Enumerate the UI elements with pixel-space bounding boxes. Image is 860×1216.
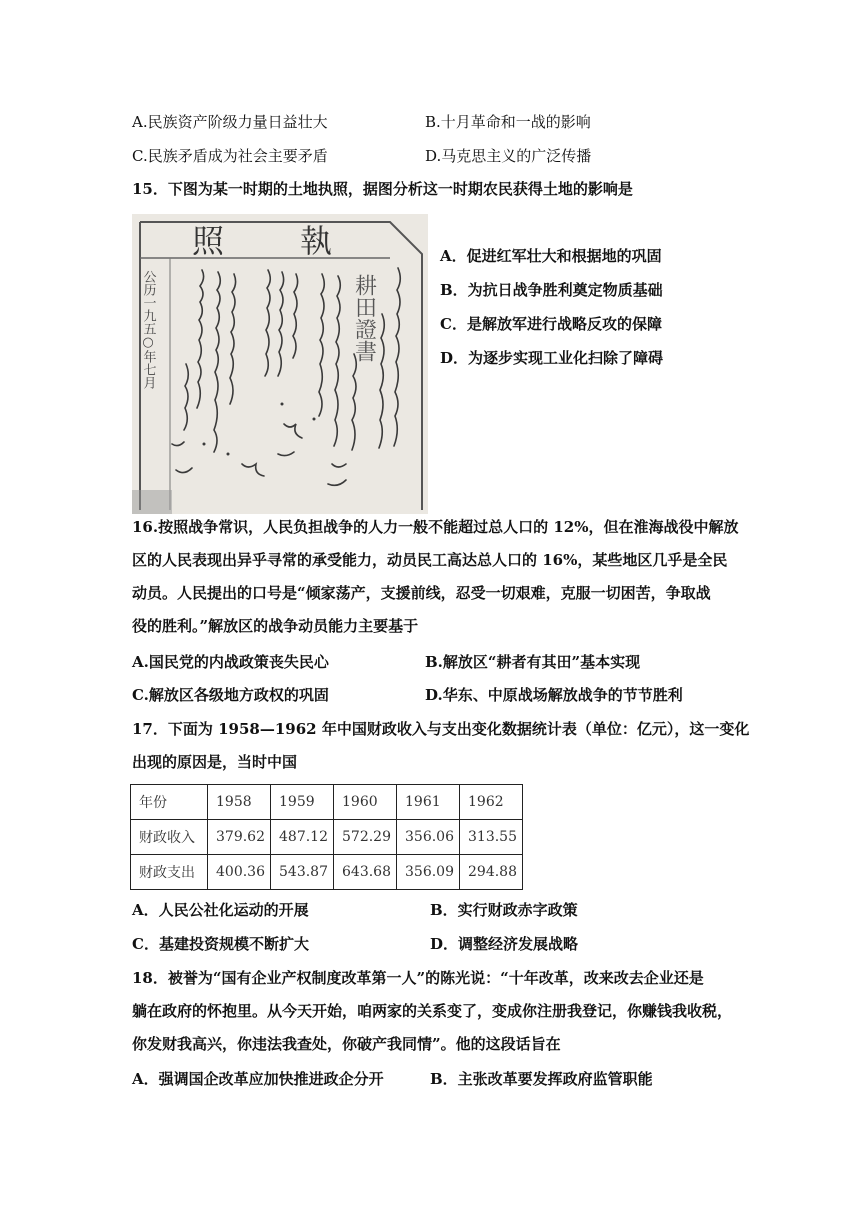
table-cell: 313.55	[460, 820, 523, 855]
table-row	[131, 855, 523, 890]
table-cell: 财政支出	[131, 855, 208, 890]
table-header-row	[131, 785, 523, 820]
finance-table	[130, 784, 523, 890]
table-cell: 400.36	[208, 855, 271, 890]
q18-option-a: A．强调国企改革应加快推进政企分开	[132, 1070, 384, 1088]
q15-option-d: D．为逐步实现工业化扫除了障碍	[440, 349, 664, 367]
q18-stem-line1: 18．被誉为“国有企业产权制度改革第一人”的陈光说：“十年改革，改来改去企业还是	[132, 969, 704, 987]
table-cell: 356.06	[397, 820, 460, 855]
q18-stem-line2: 躺在政府的怀抱里。从今天开始，咱两家的关系变了，变成你注册我登记，你赚钱我收税，	[132, 1002, 733, 1020]
table-header-cell: 1960	[334, 785, 397, 820]
table-cell: 294.88	[460, 855, 523, 890]
table-header-cell: 1962	[460, 785, 523, 820]
table-cell: 379.62	[208, 820, 271, 855]
table-header-cell: 年份	[131, 785, 208, 820]
table-cell: 572.29	[334, 820, 397, 855]
q16-stem-line3: 动员。人民提出的口号是“倾家荡产，支援前线，忍受一切艰难，克服一切困苦，争取战	[132, 584, 711, 602]
q14-option-d: D.马克思主义的广泛传播	[425, 147, 592, 165]
table-row	[131, 820, 523, 855]
q15-option-b: B．为抗日战争胜利奠定物质基础	[440, 281, 663, 299]
q16-stem-line2: 区的人民表现出异乎寻常的承受能力，动员民工高达总人口的 16%，某些地区几乎是全民	[132, 551, 728, 569]
table-cell: 487.12	[271, 820, 334, 855]
q17-option-b: B．实行财政赤字政策	[430, 901, 578, 919]
table-cell: 643.68	[334, 855, 397, 890]
q17-option-a: A．人民公社化运动的开展	[132, 901, 309, 919]
table-header-cell: 1958	[208, 785, 271, 820]
q17-stem-line2: 出现的原因是，当时中国	[132, 753, 298, 771]
q15-stem: 15．下图为某一时期的土地执照，据图分析这一时期农民获得土地的影响是	[132, 180, 633, 198]
q14-option-c: C.民族矛盾成为社会主要矛盾	[132, 147, 328, 165]
q16-stem-line1: 16.按照战争常识，人民负担战争的人力一般不能超过总人口的 12%，但在淮海战役中解放	[132, 518, 739, 536]
cert-header-left: 照	[192, 222, 225, 260]
cert-date: 公历一九五○年七月	[140, 270, 156, 389]
q16-stem-line4: 役的胜利。”解放区的战争动员能力主要基于	[132, 617, 419, 635]
land-certificate-image	[132, 214, 428, 514]
table-cell: 财政收入	[131, 820, 208, 855]
q15-option-a: A．促进红军壮大和根据地的巩固	[440, 247, 662, 265]
q15-option-c: C．是解放军进行战略反攻的保障	[440, 315, 662, 333]
q16-option-a: A.国民党的内战政策丧失民心	[132, 653, 329, 671]
table-header-cell: 1961	[397, 785, 460, 820]
q17-option-d: D．调整经济发展战略	[430, 935, 579, 953]
cert-stamp: 耕田證書	[351, 274, 377, 362]
table-header-cell: 1959	[271, 785, 334, 820]
q17-option-c: C．基建投资规模不断扩大	[132, 935, 309, 953]
q16-option-d: D.华东、中原战场解放战争的节节胜利	[425, 686, 683, 704]
q16-option-b: B.解放区“耕者有其田”基本实现	[425, 653, 641, 671]
q17-stem-line1: 17．下面为 1958—1962 年中国财政收入与支出变化数据统计表（单位：亿元），这一变化	[132, 720, 750, 738]
q18-option-b: B．主张改革要发挥政府监管职能	[430, 1070, 653, 1088]
table-cell: 543.87	[271, 855, 334, 890]
q18-stem-line3: 你发财我高兴，你违法我查处，你破产我同情”。他的这段话旨在	[132, 1035, 561, 1053]
table-cell: 356.09	[397, 855, 460, 890]
q14-option-b: B.十月革命和一战的影响	[425, 113, 591, 131]
q14-option-a: A.民族资产阶级力量日益壮大	[132, 113, 328, 131]
cert-header-right: 執	[300, 222, 333, 260]
q16-option-c: C.解放区各级地方政权的巩固	[132, 686, 329, 704]
